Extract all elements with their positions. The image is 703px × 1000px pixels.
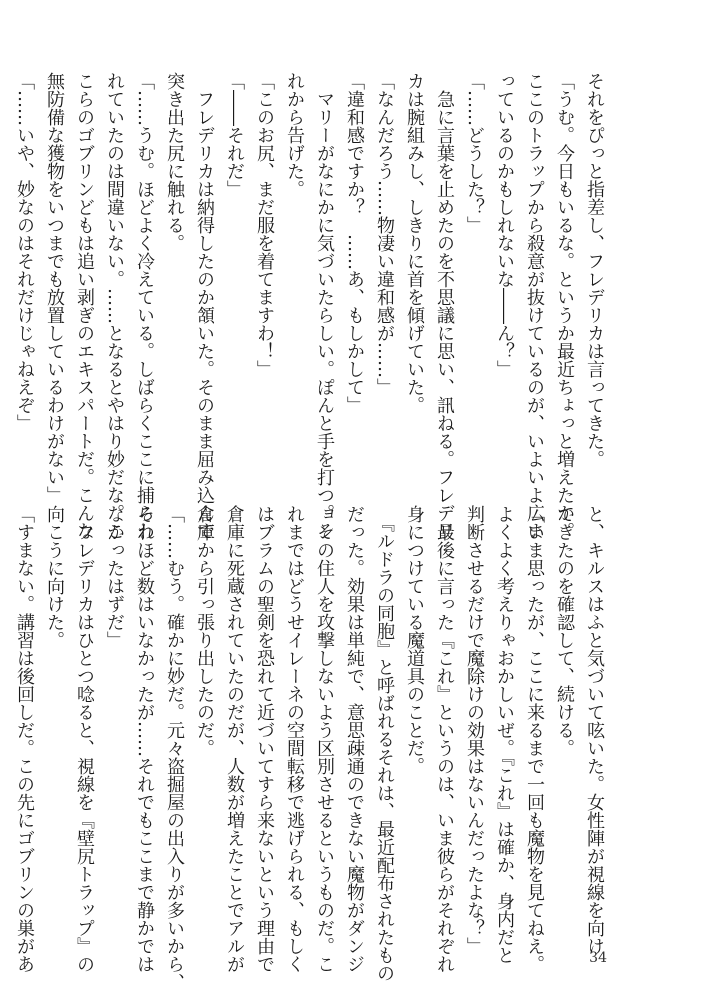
text-line: 「いま思ったが、ここに来るまで一回も魔物を見てねえ。 — [524, 505, 545, 973]
text-line: フレデリカは納得したのか頷いた。そのまま屈み込んで — [194, 72, 215, 540]
text-line: ョンの住人を攻撃しないよう区別させるというものだ。こ — [314, 505, 335, 973]
text-block-upper — [9, 72, 609, 540]
text-line: れから告げた。 — [284, 72, 305, 198]
text-line: よくよく考えりゃおかしいぜ。『これ』は確か、身内だと — [494, 505, 515, 964]
text-line: 向こうに向けた。 — [44, 505, 65, 649]
text-line: 倉庫に死蔵されていたのだが、人数が増えたことでアルが — [224, 505, 245, 973]
text-line: 突き出た尻に触れる。 — [164, 72, 185, 252]
text-line: 「うむ。今日もいるな。というか最近ちょっと増えたか。 — [554, 72, 575, 540]
text-line: 無防備な獲物をいつまでも放置しているわけがない」 — [44, 72, 65, 504]
text-line: てきたのを確認して、続ける。 — [554, 505, 575, 757]
text-line: 「……どうした？」 — [464, 72, 485, 234]
text-line: はブラムの聖剣を恐れて近づいてすら来ないという理由で — [254, 505, 275, 973]
text-line: 「……むう。確かに妙だ。元々盗掘屋の出入りが多いから、 — [164, 505, 185, 991]
text-line: フレデリカはひとつ唸ると、視線を『壁尻トラップ』の — [74, 505, 95, 973]
text-line: れまではどうせイレーネの空間転移で逃げられる、もしく — [284, 505, 305, 973]
text-line: れていたのは間違いない。……となるとやはり妙だな。こ — [104, 72, 125, 540]
text-line: 「このお尻、まだ服を着てますわ！」 — [254, 72, 275, 378]
text-line: 急に言葉を止めたのを不思議に思い、訊ねる。フレデリ — [434, 72, 455, 540]
text-line: 「すまない。講習は後回しだ。この先にゴブリンの巣があ — [14, 505, 35, 973]
text-line: 倉庫から引っ張り出したのだ。 — [194, 505, 215, 757]
text-line: 「違和感ですか？ ……あ、もしかして」 — [344, 72, 365, 414]
text-line: 「……いや、妙なのはそれだけじゃねえぞ」 — [14, 72, 35, 432]
page-number: 34 — [589, 950, 607, 966]
text-line: 「――それだ」 — [224, 72, 245, 198]
text-line: カは腕組みし、しきりに首を傾げていた。 — [404, 72, 425, 414]
text-line: 身につけている魔道具のことだ。 — [404, 505, 425, 775]
text-line: それをぴっと指差し、フレデリカは言ってきた。 — [584, 72, 605, 468]
text-line: と、キルスはふと気づいて呟いた。女性陣が視線を向け — [584, 505, 605, 955]
text-line: っているのかもしれないな――ん？」 — [494, 72, 515, 378]
text-line: マリーがなにかに気づいたらしい。ぽんと手を打つ。そ — [314, 72, 335, 540]
text-line: 判断させるだけで魔除けの効果はないんだったよな？」 — [464, 505, 485, 955]
text-line: なかったはずだ」 — [104, 505, 125, 649]
text-line: 「なんだろう……物凄い違和感が……」 — [374, 72, 395, 396]
text-line: 最後に言った『これ』というのは、いま彼らがそれぞれ — [434, 505, 455, 973]
text-line: だった。効果は単純で、意思疎通のできない魔物がダンジ — [344, 505, 365, 973]
text-line: 『ルドラの同胞』と呼ばれるそれは、最近配布されたもの — [374, 505, 395, 982]
text-line: 「……うむ。ほどよく冷えている。しばらくここに捕らわ — [134, 72, 155, 540]
text-line: ここのトラップから殺意が抜けているのが、いよいよ広ま — [524, 72, 545, 540]
text-line: こらのゴブリンどもは追い剥ぎのエキスパートだ。こんな — [74, 72, 95, 540]
text-line: それほど数はいなかったが……それでもここまで静かでは — [134, 505, 155, 973]
